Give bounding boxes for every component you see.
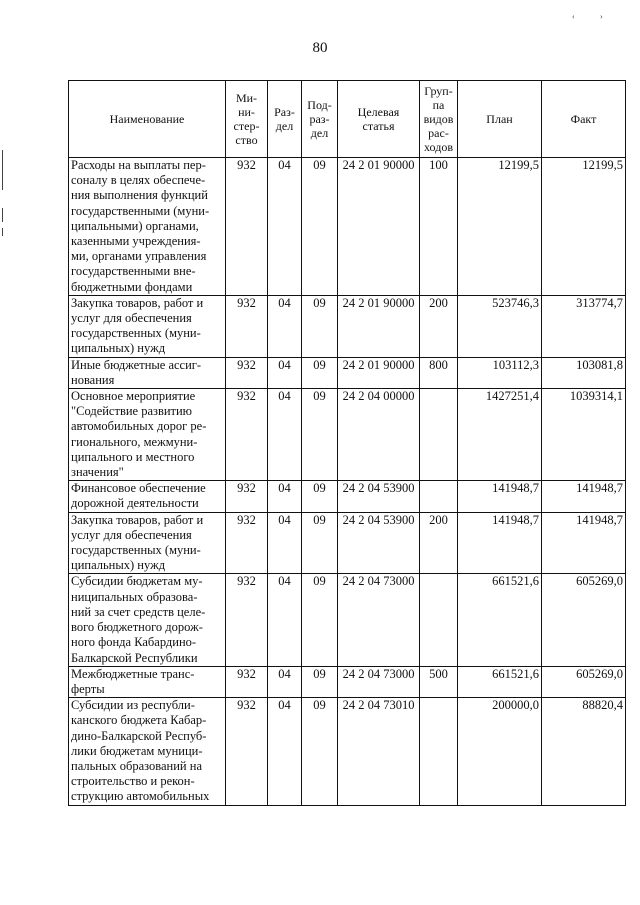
cell-target: 24 2 04 73000 [338,574,420,666]
cell-target: 24 2 01 90000 [338,158,420,296]
cell-fact: 12199,5 [542,158,626,296]
scan-edge-mark [2,228,3,236]
cell-name: Расходы на выплаты пер- соналу в целях обеспече- ния выполнения функций государственными (муни- ципальными) органами, казенными учреждения- ми, органами управления государственными вне- бюджетными фондами [69,158,226,296]
header-expense-group: Груп- па видов рас- ходов [420,81,458,158]
header-fact: Факт [542,81,626,158]
cell-ministry: 932 [226,698,268,805]
cell-ministry: 932 [226,512,268,574]
table-row [69,666,626,697]
cell-subsection: 09 [302,389,338,481]
cell-expense-group [420,389,458,481]
corner-mark-right: › [600,12,603,21]
cell-expense-group: 100 [420,158,458,296]
cell-subsection: 09 [302,158,338,296]
cell-name: Основное мероприятие "Содействие развитию автомобильных дорог ре- гионального, межмуни- ципального и местного значения" [69,389,226,481]
cell-ministry: 932 [226,666,268,697]
cell-fact: 141948,7 [542,512,626,574]
cell-expense-group [420,698,458,805]
cell-expense-group [420,574,458,666]
table-row [69,357,626,388]
cell-expense-group: 200 [420,512,458,574]
cell-name: Закупка товаров, работ и услуг для обеспечения государственных (муни- ципальных) нужд [69,512,226,574]
cell-fact: 1039314,1 [542,389,626,481]
cell-plan: 103112,3 [458,357,542,388]
cell-ministry: 932 [226,295,268,357]
budget-table [68,80,626,806]
header-ministry: Ми- ни- стер- ство [226,81,268,158]
table-row [69,389,626,481]
cell-subsection: 09 [302,481,338,512]
cell-section: 04 [268,158,302,296]
table-row [69,574,626,666]
cell-subsection: 09 [302,357,338,388]
cell-expense-group: 800 [420,357,458,388]
table-row [69,158,626,296]
cell-section: 04 [268,574,302,666]
cell-plan: 661521,6 [458,574,542,666]
cell-ministry: 932 [226,158,268,296]
cell-section: 04 [268,666,302,697]
cell-fact: 605269,0 [542,666,626,697]
cell-fact: 88820,4 [542,698,626,805]
cell-target: 24 2 01 90000 [338,295,420,357]
header-target: Целевая статья [338,81,420,158]
table-header-row [69,81,626,158]
table-row [69,698,626,805]
cell-name: Закупка товаров, работ и услуг для обеспечения государственных (муни- ципальных) нужд [69,295,226,357]
corner-mark-left: ‹ [572,12,575,21]
cell-fact: 313774,7 [542,295,626,357]
cell-section: 04 [268,698,302,805]
cell-fact: 141948,7 [542,481,626,512]
cell-subsection: 09 [302,698,338,805]
cell-section: 04 [268,481,302,512]
table-row [69,512,626,574]
cell-ministry: 932 [226,574,268,666]
cell-ministry: 932 [226,481,268,512]
cell-target: 24 2 04 53900 [338,512,420,574]
cell-name: Межбюджетные транс- ферты [69,666,226,697]
scan-edge-mark [2,150,3,190]
cell-section: 04 [268,512,302,574]
header-section: Раз- дел [268,81,302,158]
cell-expense-group: 200 [420,295,458,357]
cell-subsection: 09 [302,295,338,357]
page-number: 80 [312,40,328,56]
cell-target: 24 2 04 73000 [338,666,420,697]
header-name: Наименование [69,81,226,158]
cell-expense-group: 500 [420,666,458,697]
cell-name: Иные бюджетные ассиг- нования [69,357,226,388]
cell-fact: 103081,8 [542,357,626,388]
cell-plan: 12199,5 [458,158,542,296]
cell-target: 24 2 04 73010 [338,698,420,805]
scan-edge-mark [2,208,3,222]
cell-expense-group [420,481,458,512]
cell-plan: 141948,7 [458,481,542,512]
cell-ministry: 932 [226,389,268,481]
cell-target: 24 2 04 53900 [338,481,420,512]
cell-plan: 661521,6 [458,666,542,697]
cell-name: Субсидии бюджетам му- ниципальных образова- ний за счет средств целе- вого бюджетного дорож- ного фонда Кабардино- Балкарской Республики [69,574,226,666]
cell-fact: 605269,0 [542,574,626,666]
table-row [69,295,626,357]
cell-name: Финансовое обеспечение дорожной деятельности [69,481,226,512]
cell-subsection: 09 [302,666,338,697]
header-subsection: Под- раз- дел [302,81,338,158]
cell-plan: 523746,3 [458,295,542,357]
cell-name: Субсидии из республи- канского бюджета Кабар- дино-Балкарской Респуб- лики бюджетам муници- пальных образований на строительство и рекон- струкцию автомобильных [69,698,226,805]
cell-section: 04 [268,295,302,357]
cell-target: 24 2 04 00000 [338,389,420,481]
header-plan: План [458,81,542,158]
cell-ministry: 932 [226,357,268,388]
cell-plan: 1427251,4 [458,389,542,481]
cell-subsection: 09 [302,512,338,574]
cell-target: 24 2 01 90000 [338,357,420,388]
cell-plan: 200000,0 [458,698,542,805]
cell-subsection: 09 [302,574,338,666]
cell-section: 04 [268,389,302,481]
table-body [69,158,626,806]
table-row [69,481,626,512]
cell-section: 04 [268,357,302,388]
cell-plan: 141948,7 [458,512,542,574]
